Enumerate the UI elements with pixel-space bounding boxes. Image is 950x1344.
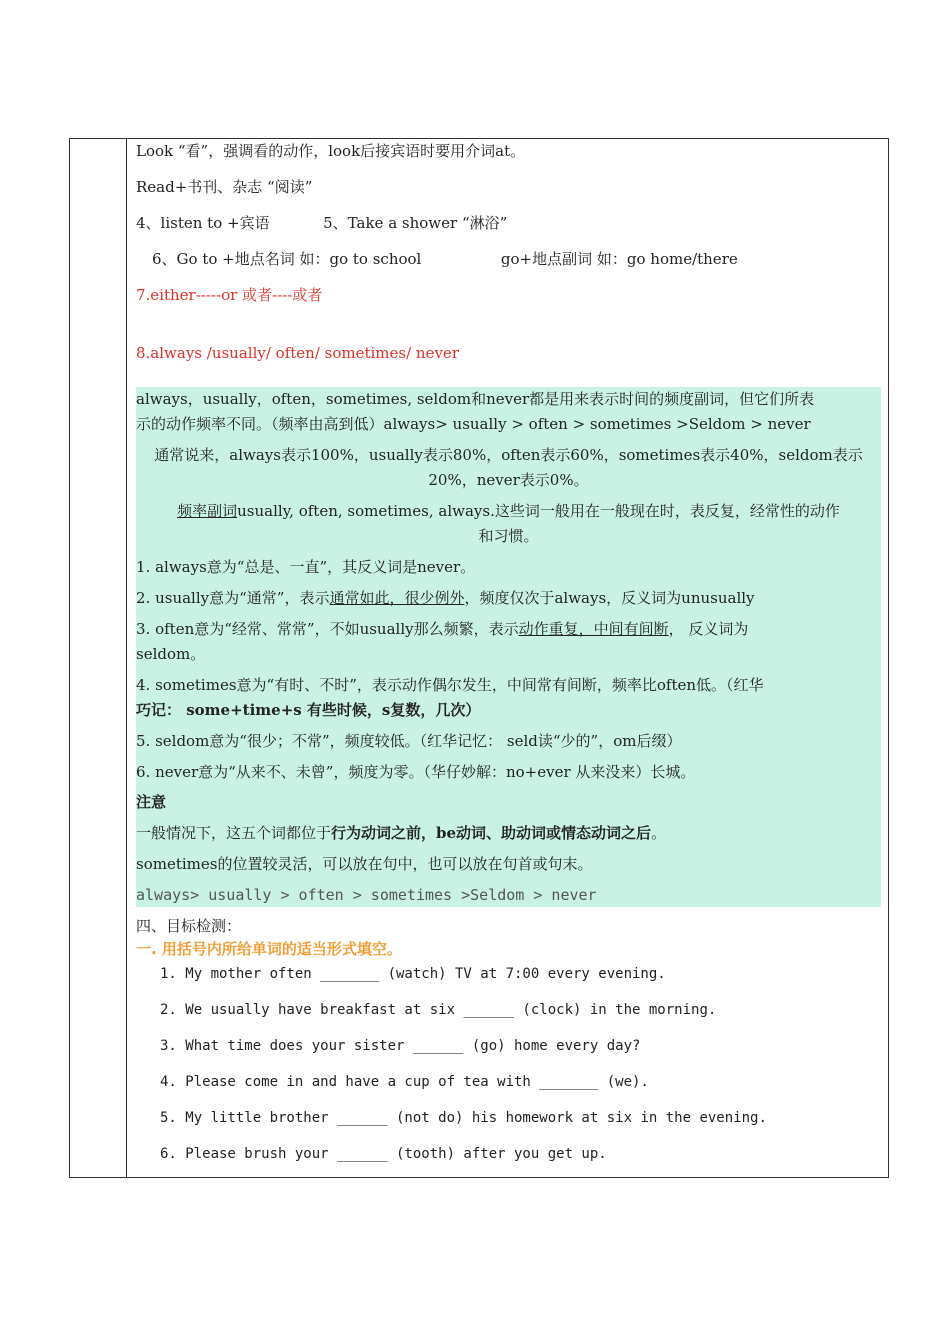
shower-item: 5、Take a shower “淋浴” bbox=[323, 214, 508, 232]
note-always: 1. always意为“总是、一直”，其反义词是never。 bbox=[136, 558, 476, 576]
note-never: 6. never意为“从来不、未曾”，频度为零。（华仔妙解：no+ever 从来没来）长城。 bbox=[136, 763, 696, 781]
listen-item: 4、listen to +宾语 bbox=[136, 214, 270, 232]
note-often-a: 3. often意为“经常、常常”，不如usually那么频繁，表示 bbox=[136, 620, 519, 638]
note-usually-underline: 通常如此，很少例外 bbox=[329, 589, 465, 607]
note-sometimes-position: sometimes的位置较灵活，可以放在句中，也可以放在句首或句末。 bbox=[136, 855, 593, 873]
note-usually bbox=[136, 586, 881, 610]
go-place-noun: 6、Go to +地点名词 如：go to school bbox=[152, 250, 422, 268]
percent-line-2: 20%，never表示0%。 bbox=[428, 471, 589, 489]
note-often bbox=[136, 617, 881, 641]
exercise-item: 2. We usually have breakfast at six ______ (clock) in the morning. bbox=[160, 1002, 717, 1018]
column-divider bbox=[126, 138, 127, 1178]
look-line: Look “看”，强调看的动作，look后接宾语时要用介词at。 bbox=[136, 142, 526, 160]
frequency-notes bbox=[136, 387, 881, 907]
intro-line-1: always，usually，often，sometimes, seldom和never都是用来表示时间的频度副词，但它们所表 bbox=[136, 390, 815, 408]
freq-adverb-term: 频率副词 bbox=[177, 502, 238, 520]
note-sometimes: 4. sometimes意为“有时、不时”，表示动作偶尔发生，中间常有间断，频率比often低。（红华 bbox=[136, 676, 764, 694]
note-seldom: 5. seldom意为“很少；不常”，频度较低。（红华记忆： seld读“少的”，om后缀） bbox=[136, 732, 682, 750]
note-often-underline: 动作重复，中间有间断 bbox=[518, 620, 669, 638]
exercise-item: 3. What time does your sister ______ (go) home every day? bbox=[160, 1038, 641, 1054]
percent-line-1: 通常说来，always表示100%，usually表示80%，often表示60%，sometimes表示40%，seldom表示 bbox=[154, 446, 863, 464]
test-heading: 四、目标检测： bbox=[136, 917, 242, 935]
listen-line bbox=[136, 213, 507, 233]
exercise-item: 5. My little brother ______ (not do) his homework at six in the evening. bbox=[160, 1110, 767, 1126]
go-place-adverb: go+地点副词 如：go home/there bbox=[500, 250, 738, 268]
note-title: 注意 bbox=[136, 793, 167, 811]
exercise-item: 6. Please brush your ______ (tooth) after you get up. bbox=[160, 1146, 607, 1162]
note-position-a: 一般情况下，这五个词都位于 bbox=[136, 824, 332, 842]
freq-adverb-line-2: 和习惯。 bbox=[478, 527, 539, 545]
note-often-b: ， 反义词为 bbox=[668, 620, 749, 638]
freq-adverb-line bbox=[136, 499, 881, 523]
exercise-item: 4. Please come in and have a cup of tea with _______ (we). bbox=[160, 1074, 649, 1090]
note-position-bold: 行为动词之前，be动词、助动词或情态动词之后 bbox=[331, 824, 652, 842]
note-sometimes-2: 巧记： some+time+s 有些时候，s复数，几次） bbox=[136, 701, 481, 719]
freq-adverb-desc: usually, often, sometimes, always.这些词一般用在一般现在时，表反复，经常性的动作 bbox=[237, 502, 840, 520]
exercise-item: 1. My mother often _______ (watch) TV at 7:00 every evening. bbox=[160, 966, 666, 982]
note-position bbox=[136, 821, 881, 845]
test-section-title: 一. 用括号内所给单词的适当形式填空。 bbox=[136, 940, 402, 958]
either-or-line: 7.either-----or 或者----或者 bbox=[136, 286, 323, 304]
intro-line-2: 示的动作频率不同。（频率由高到低）always> usually > often > sometimes >Seldom > never bbox=[136, 415, 811, 433]
note-position-c: 。 bbox=[651, 824, 667, 842]
note-usually-a: 2. usually意为“通常”，表示 bbox=[136, 589, 330, 607]
note-often-2: seldom。 bbox=[136, 645, 206, 663]
note-usually-b: ，频度仅次于always，反义词为unusually bbox=[464, 589, 755, 607]
frequency-adverbs-line: 8.always /usually/ often/ sometimes/ never bbox=[136, 344, 459, 362]
order-line: always> usually > often > sometimes >Seldom > never bbox=[136, 886, 597, 904]
read-line: Read+书刊、杂志 “阅读” bbox=[136, 178, 313, 196]
go-line bbox=[152, 249, 738, 269]
